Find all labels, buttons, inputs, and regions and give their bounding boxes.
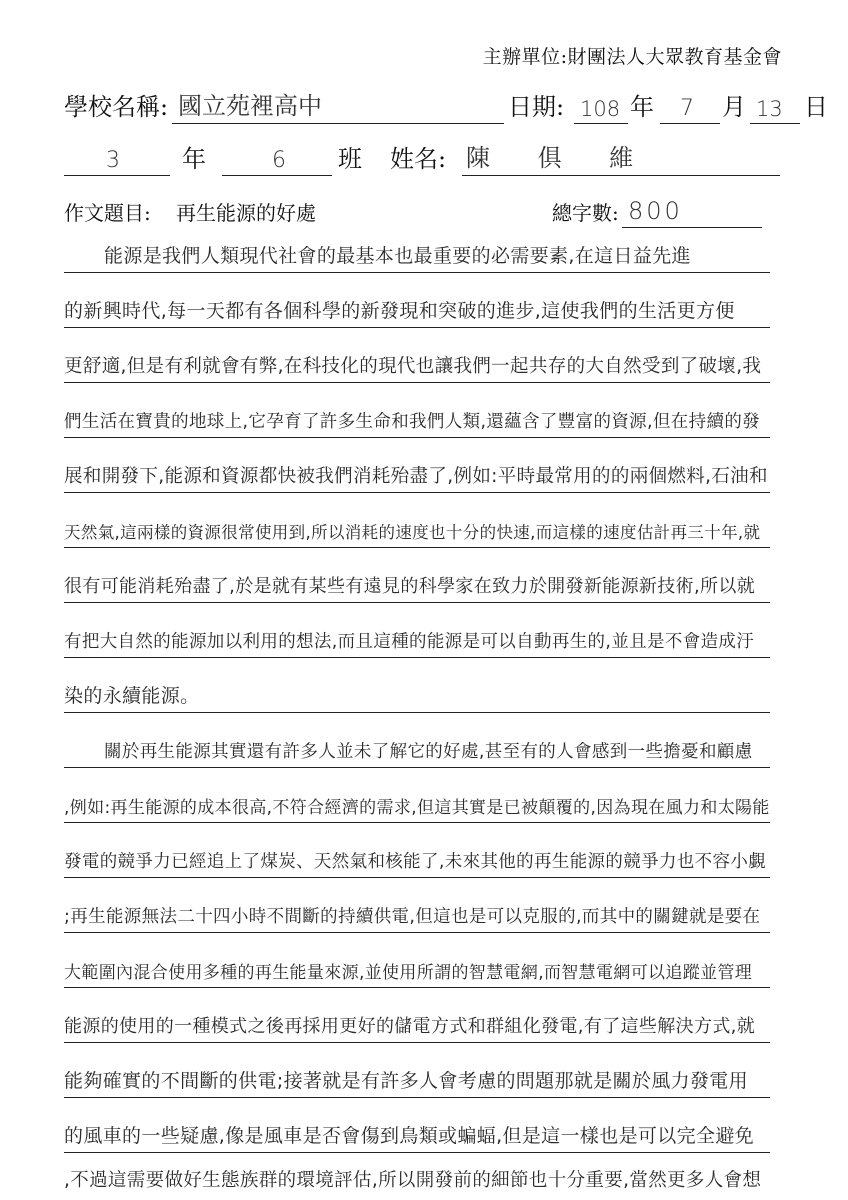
name-value: 陳 俱 維 (466, 144, 654, 172)
essay-line-text: 的風車的一些疑慮,像是風車是否會傷到鳥類或蝙蝠,但是這一樣也是可以完全避免 (64, 1125, 755, 1147)
essay-line-text: 展和開發下,能源和資源都快被我們消耗殆盡了,例如:平時最常用的的兩個燃料,石油和 (64, 466, 768, 487)
essay-line (64, 1104, 770, 1153)
essay-line (64, 279, 770, 328)
essay-line-text: ,例如:再生能源的成本很高,不符合經濟的需求,但這其實是已被顛覆的,因為現在風力和太陽能 (64, 798, 770, 818)
school-value: 國立苑裡高中 (178, 92, 322, 120)
topic-label: 作文題目: (64, 201, 151, 225)
school-date-row (64, 88, 828, 128)
essay-line (64, 774, 770, 823)
essay-line (64, 389, 770, 438)
day-label: 日 (804, 93, 828, 121)
essay-line (64, 1148, 770, 1196)
month-label: 月 (722, 93, 746, 121)
essay-line (64, 994, 770, 1043)
year-label: 年 (630, 93, 654, 121)
essay-line-text: 有把大自然的能源加以利用的想法,而且這種的能源是可以自動再生的,並且是不會造成汙 (64, 632, 755, 652)
month-value: 7 (680, 96, 694, 121)
sponsor-line: 主辦單位:財團法人大眾教育基金會 (482, 46, 782, 68)
essay-line (64, 224, 770, 273)
essay-line-text: 能夠確實的不間斷的供電;接著就是有許多人會考慮的問題那就是關於風力發電用 (64, 1070, 749, 1092)
essay-line-text: 發電的競爭力已經追上了煤炭、天然氣和核能了,未來其他的再生能源的競爭力也不容小覷 (64, 852, 767, 872)
class-value: 6 (272, 148, 286, 173)
day-value: 13 (756, 97, 783, 121)
essay-line-text: ;再生能源無法二十四小時不間斷的持續供電,但這也是可以克服的,而其中的關鍵就是要在 (64, 907, 761, 927)
essay-line-text: 能源的使用的一種模式之後再採用更好的儲電方式和群組化發電,有了這些解決方式,就 (64, 1016, 756, 1037)
essay-line-text: 染的永續能源。 (64, 685, 200, 707)
wordcount-value: 800 (628, 197, 683, 225)
year-field[interactable] (574, 89, 628, 124)
wordcount-label: 總字數: (552, 201, 619, 225)
essay-line-text: 關於再生能源其實還有許多人並未了解它的好處,甚至有的人會感到一些擔憂和顧慮 (104, 742, 753, 762)
name-field[interactable] (462, 141, 780, 176)
name-label: 姓名: (390, 145, 447, 173)
essay-line (64, 334, 770, 383)
essay-line (64, 719, 770, 768)
essay-line-text: 大範圍內混合使用多種的再生能量來源,並使用所謂的智慧電網,而智慧電網可以追蹤並管理 (64, 963, 753, 983)
essay-line (64, 829, 770, 878)
month-field[interactable] (660, 89, 720, 124)
day-field[interactable] (750, 89, 800, 124)
school-field[interactable] (172, 89, 504, 124)
essay-line (64, 609, 770, 658)
class-label: 班 (338, 145, 362, 173)
date-label: 日期: (508, 93, 565, 121)
essay-line (64, 664, 770, 713)
essay-line (64, 499, 770, 548)
essay-line-text: 的新興時代,每一天都有各個科學的新發現和突破的進步,這使我們的生活更方便 (64, 300, 735, 322)
essay-line (64, 554, 770, 603)
essay-line (64, 884, 770, 933)
essay-line-text: 更舒適,但是有利就會有弊,在科技化的現代也讓我們一起共存的大自然受到了破壞,我 (64, 356, 762, 377)
grade-value: 3 (106, 148, 120, 173)
class-field[interactable] (222, 141, 332, 176)
essay-line-text: 們生活在寶貴的地球上,它孕育了許多生命和我們人類,還蘊含了豐富的資源,但在持續的發 (64, 412, 761, 432)
school-label: 學校名稱: (64, 93, 169, 121)
student-info-row (64, 140, 784, 180)
topic-value: 再生能源的好處 (176, 201, 316, 225)
grade-field[interactable] (64, 141, 170, 176)
essay-line-text: ,不過這需要做好生態族群的環境評估,所以開發前的細節也十分重要,當然更多人會想 (64, 1170, 762, 1191)
essay-line-text: 天然氣,這兩樣的資源很常使用到,所以消耗的速度也十分的快速,而這樣的速度估計再三十年,就 (64, 523, 761, 542)
essay-line-text: 能源是我們人類現代社會的最基本也最重要的必需要素,在這日益先進 (104, 245, 691, 267)
essay-line (64, 444, 770, 493)
grade-label: 年 (182, 145, 206, 173)
essay-line-text: 很有可能消耗殆盡了,於是就有某些有遠見的科學家在致力於開發新能源新技術,所以就 (64, 576, 756, 597)
year-value: 108 (580, 97, 621, 121)
essay-line (64, 1049, 770, 1098)
essay-line (64, 939, 770, 988)
